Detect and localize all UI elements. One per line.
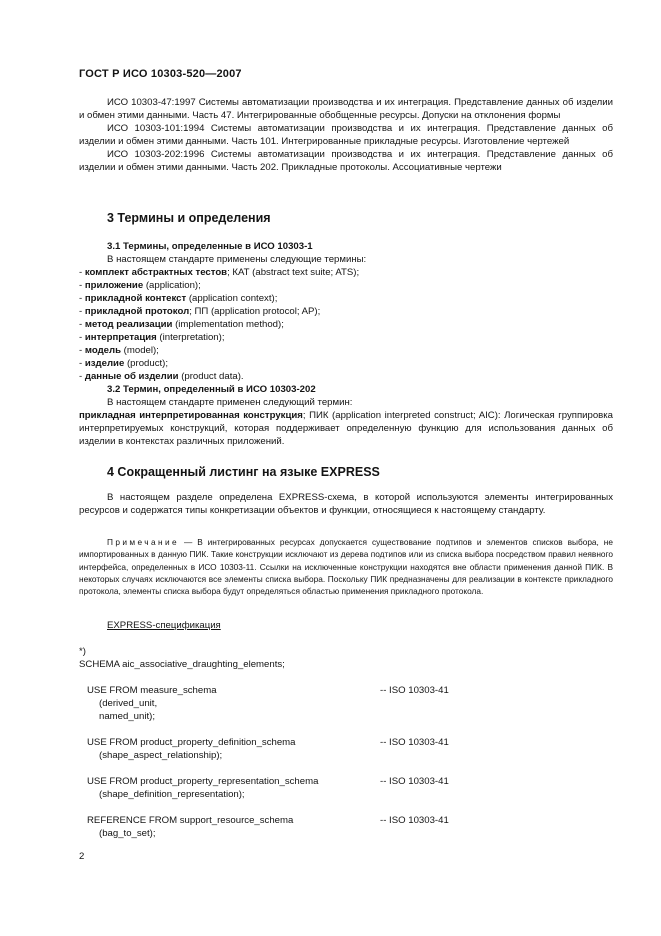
document-header: ГОСТ Р ИСО 10303-520—2007 [79,68,242,80]
term-name: прикладной протокол [84,306,190,317]
term-gloss: (interpretation); [156,332,225,343]
code-item: (shape_aspect_relationship); [99,750,223,761]
reference-item: ИСО 10303-202:1996 Системы автоматизации производства и их интеграция. Представление данных об изделии и обмен этими данными. Часть 202. Прикладные протоколы. Ассоциативные чертежи [79,149,613,173]
term-item: - комплект абстрактных тестов; КАТ (abstract text suite; ATS); [79,267,360,278]
term-gloss: (application); [143,280,201,291]
express-code-listing [79,645,613,840]
subsection-3-1-intro: В настоящем стандарте применены следующие термины: [107,254,367,265]
aic-term: прикладная интерпретированная конструкция [79,410,303,421]
term-gloss: (implementation method); [172,319,284,330]
code-comment: -- ISO 10303-41 [380,815,449,826]
note-paragraph [79,536,613,597]
code-use-block [79,736,613,762]
normative-references [79,96,613,174]
term-item: - прикладной протокол; ПП (application protocol; AP); [79,306,321,317]
page-number: 2 [79,851,85,862]
term-name: метод реализации [84,319,173,330]
term-item: - метод реализации (implementation method); [79,319,284,330]
section-4-title: 4 Сокращенный листинг на языке EXPRESS [107,465,380,479]
term-item: - модель (model); [79,345,159,356]
note-text: — В интегрированных ресурсах допускается существование подтипов и элементов списков выбора, не импортированных в данную ПИК. Такие конструкции исключают из дерева подтипов или из списка выбора посредством правил неявного интерфейса, определенных в ИСО 10303-11. Ссылки на исключенные конструкции находятся вне области применения данной ПИК. В некоторых случаях исключаются все элементы списка выбора. Поскольку ПИК предназначены для реализации в контексте прикладного протокола, элементы списка выбора будут определяться областью применения прикладного протокола. [79,537,613,597]
code-statement: REFERENCE FROM support_resource_schema [87,815,294,826]
code-item: (shape_definition_representation); [99,789,245,800]
code-use-block [79,775,613,801]
term-name: интерпретация [84,332,157,343]
code-item: (derived_unit, [99,698,158,709]
term-name: прикладной контекст [84,293,187,304]
code-item: (bag_to_set); [99,828,156,839]
code-statement: USE FROM measure_schema [87,685,217,696]
note-block [79,536,613,597]
term-item: - прикладной контекст (application context); [79,293,278,304]
code-statement: USE FROM product_property_definition_schema [87,737,296,748]
reference-item: ИСО 10303-101:1994 Системы автоматизации производства и их интеграция. Представление данных об изделии и обмен этими данными. Часть 101. Интегрированные прикладные ресурсы. Изготовление чертежей [79,123,613,147]
reference-item: ИСО 10303-47:1997 Системы автоматизации производства и их интеграция. Представление данных об изделии и обмен этими данными. Часть 47. Интегрированные обобщенные ресурсы. Допуски на отклонения формы [79,97,613,121]
term-name: изделие [84,358,125,369]
term-name: комплект абстрактных тестов [84,267,228,278]
code-statement: USE FROM product_property_representation_schema [87,776,319,787]
aic-definition-text: ; ПИК (application interpreted construct; AIC): Логическая группировка интерпретируемых конструкций, которая поддерживает определенную функцию для использования данных об изделии в контекстах различных приложений. [79,410,614,447]
term-name: приложение [84,280,144,291]
subsection-3-2-title: 3.2 Термин, определенный в ИСО 10303-202 [107,384,316,395]
code-schema-line: SCHEMA aic_associative_draughting_elements; [79,659,285,670]
code-comment: -- ISO 10303-41 [380,685,449,696]
term-item: - изделие (product); [79,358,169,369]
subsection-3-2-intro: В настоящем стандарте применен следующий термин: [107,397,353,408]
express-spec-title: EXPRESS-спецификация [107,620,221,631]
code-reference-block [79,814,613,840]
term-item: - приложение (application); [79,280,201,291]
code-comment-close: *) [79,646,86,657]
term-gloss: (model); [121,345,159,356]
code-item: named_unit); [99,711,155,722]
term-gloss: (application context); [186,293,278,304]
term-name: данные об изделии [84,371,179,382]
note-label: Примечание [107,537,180,547]
code-comment: -- ISO 10303-41 [380,737,449,748]
aic-definition [79,409,613,448]
code-use-block [79,684,613,723]
term-item: - интерпретация (interpretation); [79,332,225,343]
term-gloss: (product); [124,358,169,369]
section-4-intro-text: В настоящем разделе определена EXPRESS-схема, в которой используются элементы интегрированных ресурсов и содержатся типы конкретизации объектов и функции, относящиеся к настоящему стандарту. [79,492,613,516]
term-gloss: (product data). [178,371,244,382]
term-item: - данные об изделии (product data). [79,371,244,382]
section-3-title: 3 Термины и определения [107,211,271,225]
term-name: модель [84,345,121,356]
subsection-3-1-title: 3.1 Термины, определенные в ИСО 10303-1 [107,241,313,252]
section-4-intro [79,491,613,517]
term-gloss: ; ПП (application protocol; AP); [189,306,321,317]
code-comment: -- ISO 10303-41 [380,776,449,787]
terms-section [79,240,613,448]
term-gloss: ; КАТ (abstract text suite; ATS); [227,267,360,278]
